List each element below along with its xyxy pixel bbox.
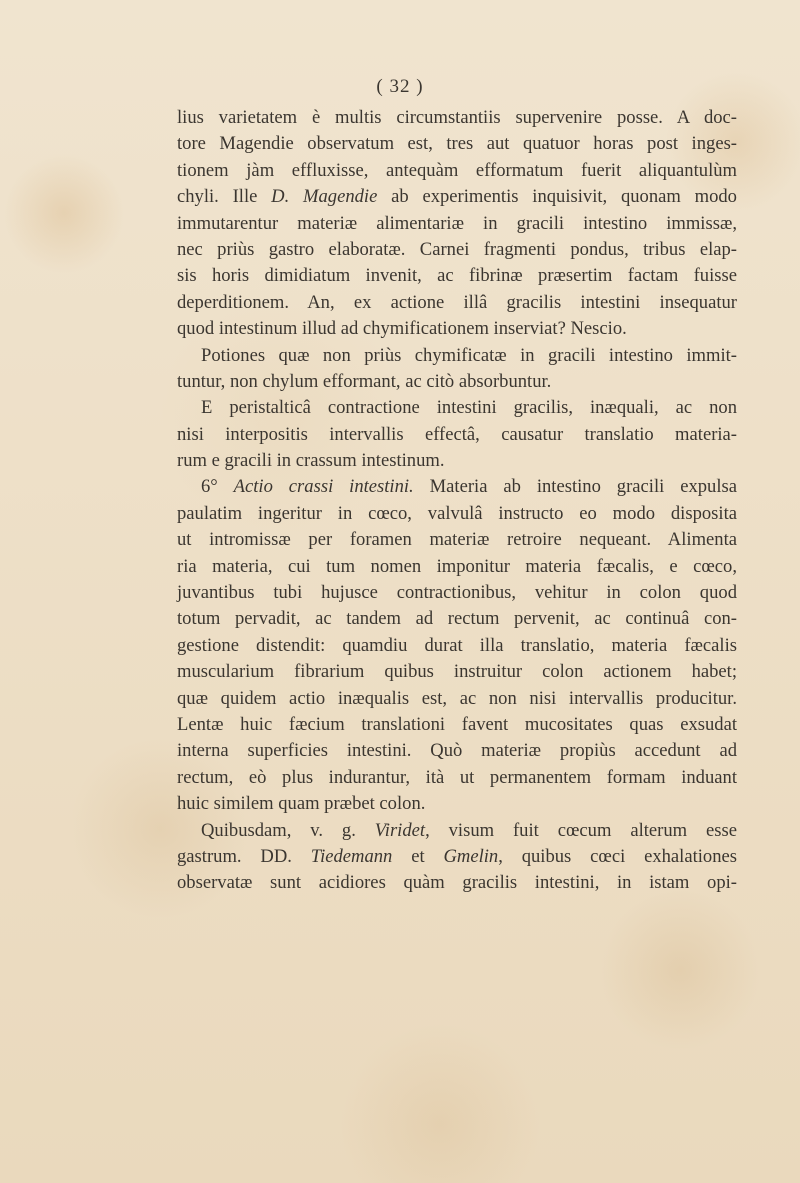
text-line: gastrum. DD. Tiedemann et Gmelin, quibus cœci exhalationes [177, 845, 738, 867]
text-line: paulatim ingeritur in cœco, valvulâ instructo eo modo disposita [177, 502, 737, 524]
text-line: 6° Actio crassi intestini. Materia ab intestino gracili expulsa [201, 476, 737, 498]
text-line: nisi interpositis intervallis effectâ, causatur translatio materia- [177, 423, 737, 445]
text-line: muscularium fibrarium quibus instruitur colon actionem habet; [177, 661, 737, 683]
text-line: juvantibus tubi hujusce contractionibus, vehitur in colon quod [177, 582, 737, 604]
italic-name: Gmelin [443, 845, 499, 867]
body-text [177, 105, 737, 897]
italic-name: Tiedemann [310, 845, 393, 867]
text-line: huic similem quam præbet colon. [177, 793, 426, 815]
text-line: chyli. Ille D. Magendie ab experimentis inquisivit, quonam modo [177, 186, 737, 208]
text-line: sis horis dimidiatum invenit, ac fibrinæ præsertim factam fuisse [177, 265, 737, 287]
text-line: ria materia, cui tum nomen imponitur materia fæcalis, e cœco, [177, 555, 737, 577]
text-line: Quibusdam, v. g. Viridet, visum fuit cœcum alterum esse [201, 819, 737, 841]
text-line: tore Magendie observatum est, tres aut quatuor horas post inges- [177, 133, 737, 155]
text-line: lius varietatem è multis circumstantiis supervenire posse. A doc- [177, 107, 737, 128]
text-line: interna superficies intestini. Quò materiæ propiùs accedunt ad [177, 740, 737, 762]
text-line: tionem jàm effluxisse, antequàm efformatum fuerit aliquantulùm [177, 159, 737, 181]
text-line: tuntur, non chylum efformant, ac citò absorbuntur. [177, 370, 552, 392]
text-line: E peristalticâ contractione intestini gracilis, inæquali, ac non [201, 397, 737, 419]
page-number: ( 32 ) [376, 76, 424, 97]
italic-name: Viridet [374, 819, 426, 841]
text-line: observatæ sunt acidiores quàm gracilis intestini, in istam opi- [177, 872, 737, 894]
text-line: Potiones quæ non priùs chymificatæ in gracili intestino immit- [201, 344, 737, 366]
text-line: gestione distendit: quamdiu durat illa translatio, materia fæcalis [177, 634, 737, 656]
text-line: immutarentur materiæ alimentariæ in gracili intestino immissæ, [177, 212, 737, 234]
text-line: totum pervadit, ac tandem ad rectum pervenit, ac continuâ con- [177, 608, 737, 630]
text-line: ut intromissæ per foramen materiæ retroire nequeant. Alimenta [177, 529, 737, 551]
text-line: deperditionem. An, ex actione illâ gracilis intestini insequatur [177, 291, 737, 313]
text-line: rectum, eò plus indurantur, ità ut permanentem formam induant [177, 766, 737, 788]
text-line: rum e gracili in crassum intestinum. [177, 450, 445, 472]
text-line: quæ quidem actio inæqualis est, ac non nisi intervallis producitur. [177, 687, 737, 709]
italic-name: D. Magendie [271, 186, 378, 208]
text-line: nec priùs gastro elaboratæ. Carnei fragmenti pondus, tribus elap- [177, 238, 737, 260]
section-heading: Actio crassi intestini. [233, 476, 414, 498]
text-line: Lentæ huic fæcium translationi favent mucositates quas exsudat [177, 713, 737, 735]
text-line: quod intestinum illud ad chymificationem inserviat? Nescio. [177, 318, 627, 340]
